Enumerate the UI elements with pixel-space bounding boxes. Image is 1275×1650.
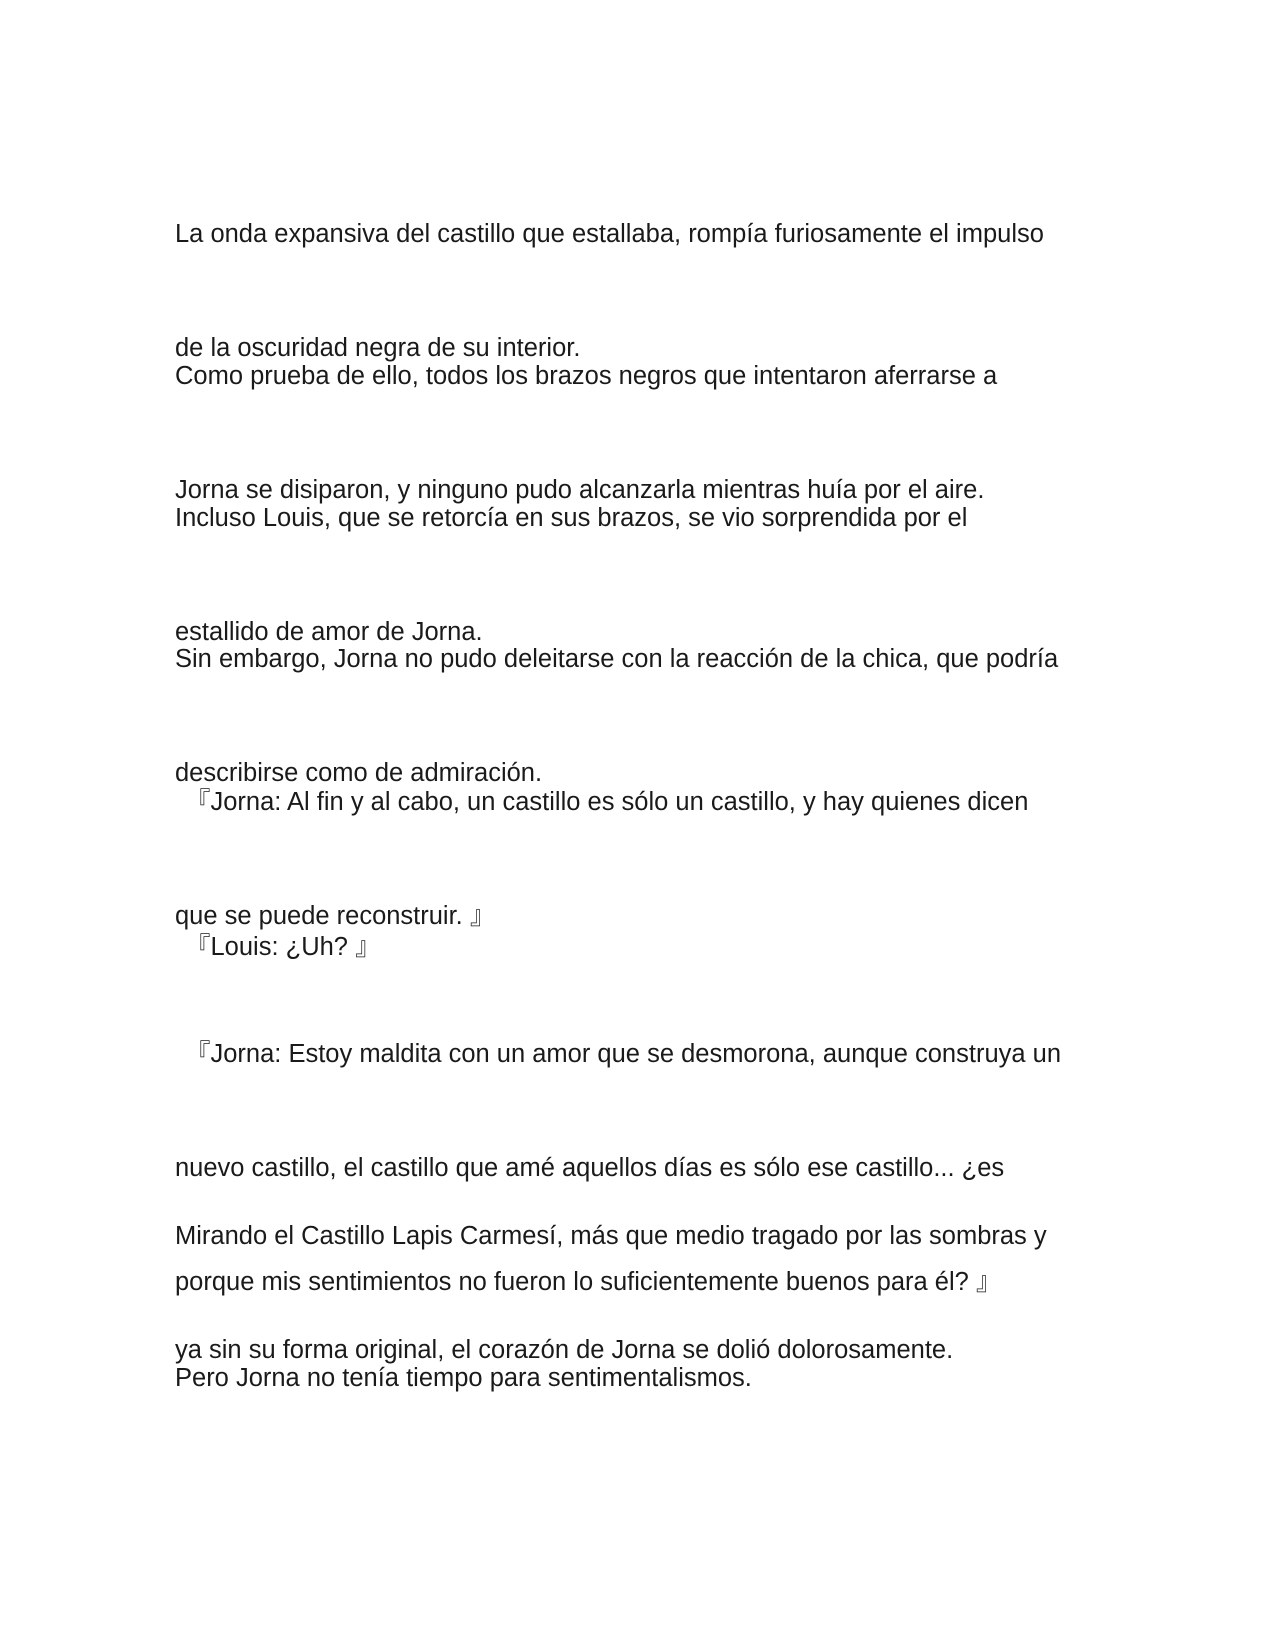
paragraph-line: estallido de amor de Jorna. [175,618,483,646]
paragraph-no-time [175,1283,1105,1473]
paragraph-line: de la oscuridad negra de su interior. [175,334,581,362]
paragraph-line: describirse como de admiración. [175,759,543,787]
paragraph-line: ya sin su forma original, el corazón de Jorna se dolió dolorosamente. [175,1336,954,1364]
paragraph-line: La onda expansiva del castillo que estallaba, rompía furiosamente el impulso [175,220,1044,248]
paragraph-line: Como prueba de ello, todos los brazos negros que intentaron aferrarse a [175,362,998,390]
paragraph-line: Jorna se disiparon, y ninguno pudo alcanzarla mientras huía por el aire. [175,476,985,504]
paragraph-line: Mirando el Castillo Lapis Carmesí, más que medio tragado por las sombras y [175,1222,1047,1250]
dialogue-line: 『Louis: ¿Uh? 』 [185,933,381,961]
paragraph-line: Incluso Louis, que se retorcía en sus brazos, se vio sorprendida por el [175,504,968,532]
paragraph-line: Pero Jorna no tenía tiempo para sentimentalismos. [175,1364,752,1392]
paragraph-line: Sin embargo, Jorna no pudo deleitarse con la reacción de la chica, que podría [175,645,1059,673]
dialogue-line: porque mis sentimientos no fueron lo suficientemente buenos para él? 』 [175,1268,1002,1296]
dialogue-line: que se puede reconstruir. 』 [175,902,496,930]
dialogue-line: 『Jorna: Al fin y al cabo, un castillo es sólo un castillo, y hay quienes dicen [185,788,1029,816]
dialogue-line: nuevo castillo, el castillo que amé aquellos días es sólo ese castillo... ¿es [175,1154,1005,1182]
dialogue-line: 『Jorna: Estoy maldita con un amor que se desmorona, aunque construya un [185,1040,1062,1068]
